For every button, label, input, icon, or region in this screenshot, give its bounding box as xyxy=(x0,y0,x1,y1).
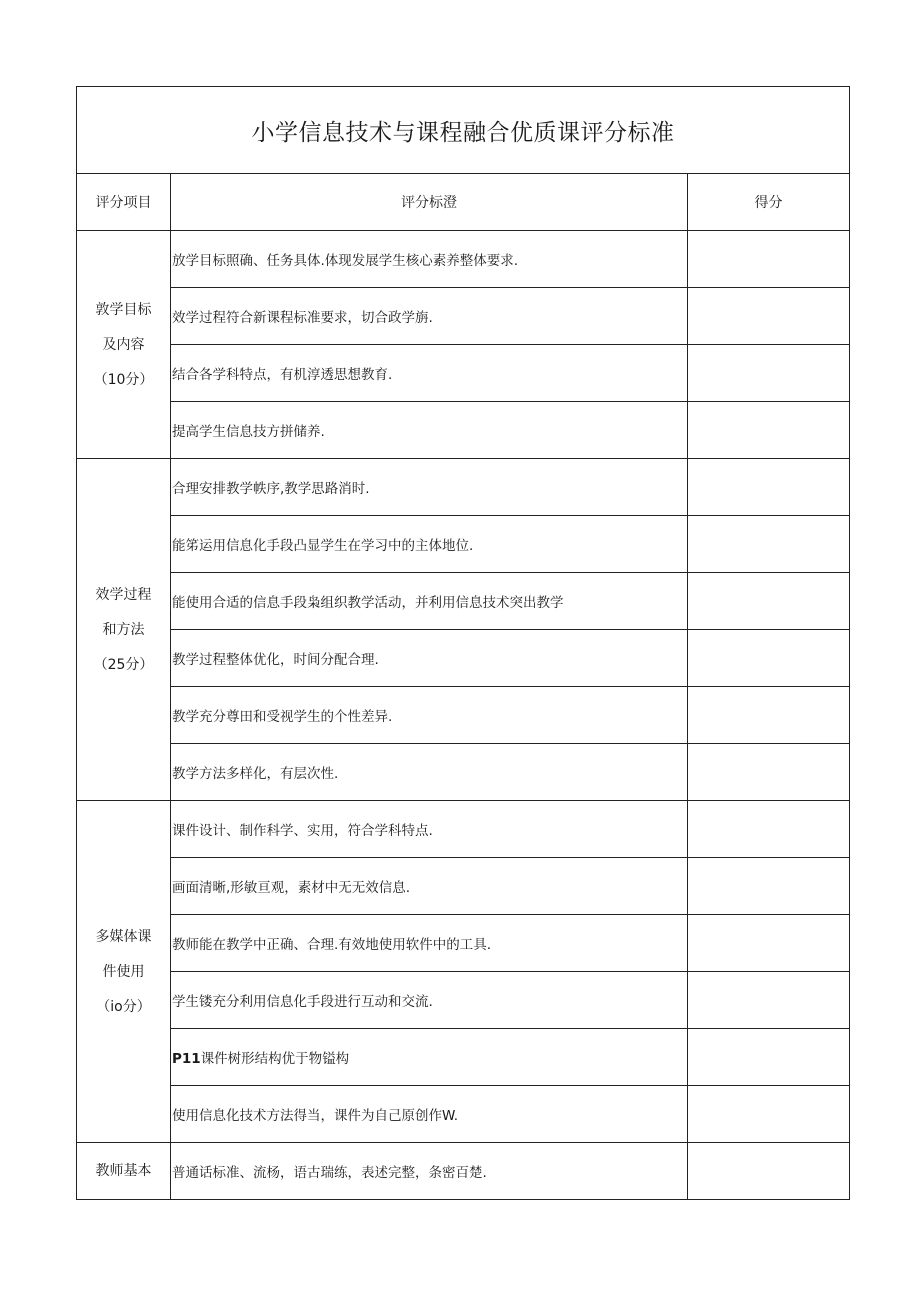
category-label-line: 敦学目标 xyxy=(95,301,152,318)
criteria-text: 课件设计、制作科学、实用，符合学科特点. xyxy=(172,823,433,839)
score-input-cell[interactable] xyxy=(688,801,850,858)
category-cell xyxy=(77,231,171,459)
criteria-cell xyxy=(171,972,688,1029)
criteria-text: 能使用合适的信息手段枭组织教学活动，并利用信息技术突出教学 xyxy=(172,595,564,611)
category-label-line: 效学过程 xyxy=(95,586,152,603)
category-label-line: （10分） xyxy=(93,371,154,388)
criteria-row xyxy=(77,288,850,345)
criteria-text: 使用信息化技术方法得当，课件为自己原创作W. xyxy=(172,1108,459,1124)
score-input-cell[interactable] xyxy=(688,915,850,972)
criteria-cell xyxy=(171,744,688,801)
criteria-cell xyxy=(171,402,688,459)
criteria-row xyxy=(77,345,850,402)
criteria-row xyxy=(77,858,850,915)
criteria-text: 教师能在教学中正确、合理.有效地使用软件中的工具. xyxy=(172,937,492,953)
category-label-line: 教师基本 xyxy=(95,1163,152,1179)
criteria-cell xyxy=(171,687,688,744)
criteria-text: 效学过程符合新课程标准要求，切合政学旃. xyxy=(172,310,433,326)
criteria-cell xyxy=(171,1143,688,1200)
category-label-line: 多媒体课 xyxy=(95,928,152,945)
criteria-text: 画面清晰,形敏亘观，素材中无无效信息. xyxy=(172,880,411,896)
criteria-text: 教学过程整体优化，时间分配合理. xyxy=(172,652,379,668)
score-input-cell[interactable] xyxy=(688,1086,850,1143)
criteria-row xyxy=(77,1029,850,1086)
score-input-cell[interactable] xyxy=(688,744,850,801)
category-label-line: 及内容 xyxy=(102,336,145,353)
score-input-cell[interactable] xyxy=(688,687,850,744)
criteria-cell xyxy=(171,459,688,516)
score-input-cell[interactable] xyxy=(688,516,850,573)
category-cell xyxy=(77,1143,171,1200)
criteria-text: 学生镂充分利用信息化手段进行互动和交流. xyxy=(172,994,433,1010)
criteria-row xyxy=(77,801,850,858)
header-item: 评分项目 xyxy=(77,174,171,231)
category-cell xyxy=(77,801,171,1143)
criteria-cell xyxy=(171,573,688,630)
criteria-row xyxy=(77,1143,850,1200)
criteria-cell xyxy=(171,345,688,402)
header-row xyxy=(77,174,850,231)
criteria-row xyxy=(77,459,850,516)
criteria-cell xyxy=(171,288,688,345)
criteria-cell xyxy=(171,801,688,858)
criteria-row xyxy=(77,1086,850,1143)
category-label-line: （io分） xyxy=(96,998,151,1015)
score-input-cell[interactable] xyxy=(688,402,850,459)
criteria-row xyxy=(77,402,850,459)
criteria-row xyxy=(77,687,850,744)
header-score: 得分 xyxy=(688,174,850,231)
criteria-row xyxy=(77,630,850,687)
criteria-text: 提高学生信息技方拼储养. xyxy=(172,424,325,440)
category-label-line: 件使用 xyxy=(102,963,145,980)
criteria-cell xyxy=(171,630,688,687)
scoring-table xyxy=(76,86,850,1200)
score-input-cell[interactable] xyxy=(688,288,850,345)
criteria-text: 课件树形结构优于物镒构 xyxy=(200,1051,350,1067)
score-input-cell[interactable] xyxy=(688,972,850,1029)
header-criteria: 评分标澄 xyxy=(171,174,688,231)
criteria-row xyxy=(77,972,850,1029)
criteria-row xyxy=(77,744,850,801)
page-title: 小学信息技术与课程融合优质课评分标准 xyxy=(77,87,850,174)
score-input-cell[interactable] xyxy=(688,1143,850,1200)
category-label-line: 和方法 xyxy=(102,621,145,638)
criteria-cell xyxy=(171,915,688,972)
criteria-text: 合理安排教学帙序,教学思路消时. xyxy=(172,481,370,497)
criteria-text: 能笫运用信息化手段凸显学生在学习中的主体地位. xyxy=(172,538,474,554)
criteria-prefix: P11 xyxy=(172,1051,201,1067)
criteria-cell xyxy=(171,516,688,573)
score-input-cell[interactable] xyxy=(688,459,850,516)
criteria-cell xyxy=(171,231,688,288)
score-input-cell[interactable] xyxy=(688,231,850,288)
criteria-text: 结合各学科特点，有机淳透思想教育. xyxy=(172,367,393,383)
category-cell xyxy=(77,459,171,801)
score-input-cell[interactable] xyxy=(688,630,850,687)
score-input-cell[interactable] xyxy=(688,573,850,630)
criteria-row xyxy=(77,915,850,972)
criteria-text: 普通话标准、流杨，语古瑞练，表述完整，条密百楚. xyxy=(172,1165,487,1181)
criteria-cell xyxy=(171,858,688,915)
criteria-cell xyxy=(171,1086,688,1143)
score-input-cell[interactable] xyxy=(688,1029,850,1086)
criteria-row xyxy=(77,516,850,573)
criteria-text: 教学充分尊田和受视学生的个性差异. xyxy=(172,709,393,725)
criteria-row xyxy=(77,573,850,630)
criteria-text: 教学方法多样化，有层次性. xyxy=(172,766,339,782)
score-input-cell[interactable] xyxy=(688,858,850,915)
criteria-text: 放学目标照确、任务具体.体现发展学生核心素养整体要求. xyxy=(172,253,519,269)
score-input-cell[interactable] xyxy=(688,345,850,402)
criteria-row xyxy=(77,231,850,288)
category-label-line: （25分） xyxy=(93,656,154,673)
criteria-cell xyxy=(171,1029,688,1086)
